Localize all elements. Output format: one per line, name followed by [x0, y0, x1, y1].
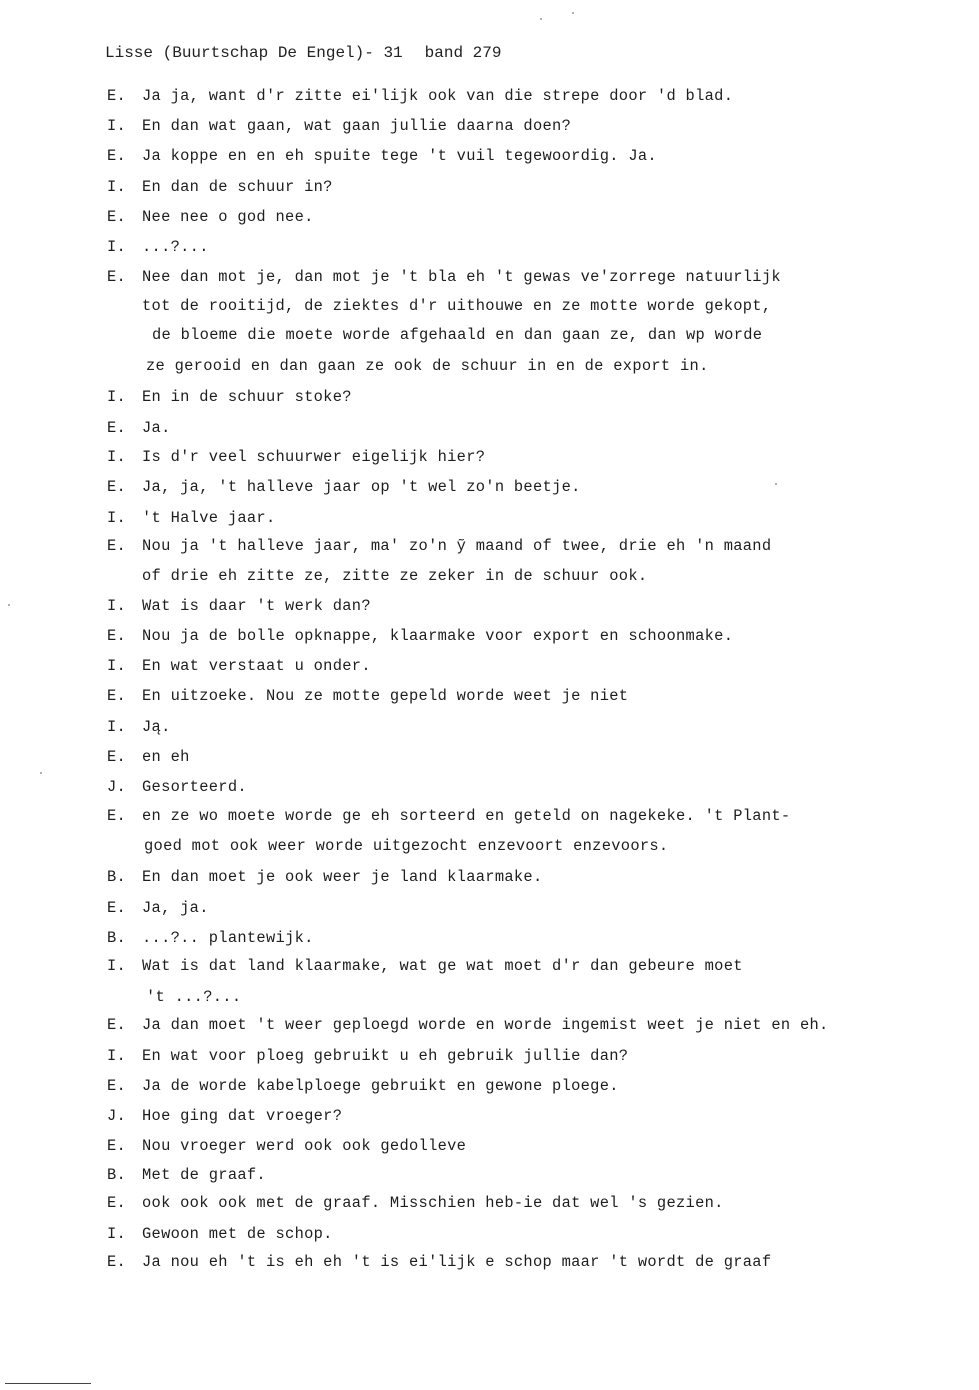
line-text: de bloeme die moete worde afgehaald en dan gaan ze, dan wp worde	[152, 326, 763, 344]
speaker-label: E.	[107, 419, 127, 437]
speaker-label: I.	[107, 597, 127, 615]
line-text: Gewoon met de schop.	[142, 1225, 333, 1243]
speaker-label: I.	[107, 957, 127, 975]
speaker-label: I.	[107, 657, 127, 675]
speaker-label: E.	[107, 87, 127, 105]
speaker-label: E.	[107, 1253, 127, 1271]
speaker-label: B.	[107, 1166, 127, 1184]
line-text: Nou ja 't halleve jaar, ma' zo'n ỹ maand of twee, drie eh 'n maand	[142, 537, 772, 555]
line-text: Met de graaf.	[142, 1166, 266, 1184]
line-text: Nee dan mot je, dan mot je 't bla eh 't gewas ve'zorrege natuurlijk	[142, 268, 781, 286]
paper-speck	[540, 18, 542, 20]
line-text: Wat is daar 't werk dan?	[142, 597, 371, 615]
line-text: Ja koppe en en eh spuite tege 't vuil tegewoordig. Ja.	[142, 147, 657, 165]
speaker-label: E.	[107, 147, 127, 165]
speaker-label: I.	[107, 238, 127, 256]
paper-speck	[8, 604, 10, 606]
line-text: En wat verstaat u onder.	[142, 657, 371, 675]
line-text: Ją.	[142, 718, 171, 736]
speaker-label: E.	[107, 687, 127, 705]
line-text: goed mot ook weer worde uitgezocht enzevoort enzevoors.	[144, 837, 669, 855]
page-number: 31	[383, 44, 403, 62]
line-text: ook ook ook met de graaf. Misschien heb-ie dat wel 's gezien.	[142, 1194, 724, 1212]
line-text: En dan de schuur in?	[142, 178, 333, 196]
line-text: En uitzoeke. Nou ze motte gepeld worde weet je niet	[142, 687, 629, 705]
line-text: ze gerooid en dan gaan ze ook de schuur in en de export in.	[146, 357, 709, 375]
line-text: Ja dan moet 't weer geploegd worde en worde ingemist weet je niet en eh.	[142, 1016, 829, 1034]
speaker-label: E.	[107, 807, 127, 825]
speaker-label: E.	[107, 537, 127, 555]
line-text: Ja de worde kabelploege gebruikt en gewone ploege.	[142, 1077, 619, 1095]
footer-rule	[5, 1383, 91, 1384]
band-label: band 279	[424, 44, 502, 62]
line-text: En dan moet je ook weer je land klaarmake.	[142, 868, 543, 886]
line-text: Gesorteerd.	[142, 778, 247, 796]
line-text: ...?.. plantewijk.	[142, 929, 314, 947]
paper-speck	[775, 483, 777, 485]
speaker-label: I.	[107, 509, 127, 527]
speaker-label: I.	[107, 117, 127, 135]
line-text: En in de schuur stoke?	[142, 388, 352, 406]
speaker-label: E.	[107, 1077, 127, 1095]
line-text: en ze wo moete worde ge eh sorteerd en geteld on nagekeke. 't Plant-	[142, 807, 791, 825]
paper-speck	[40, 772, 42, 774]
paper-speck	[572, 12, 574, 14]
line-text: tot de rooitijd, de ziektes d'r uithouwe en ze motte worde gekopt,	[142, 297, 772, 315]
line-text: Ja, ja.	[142, 899, 209, 917]
speaker-label: I.	[107, 1225, 127, 1243]
speaker-label: E.	[107, 268, 127, 286]
speaker-label: I.	[107, 1047, 127, 1065]
speaker-label: I.	[107, 178, 127, 196]
speaker-label: E.	[107, 899, 127, 917]
line-text: Ja nou eh 't is eh eh 't is ei'lijk e schop maar 't wordt de graaf	[142, 1253, 772, 1271]
speaker-label: E.	[107, 208, 127, 226]
speaker-label: J.	[107, 1107, 127, 1125]
line-text: Nee nee o god nee.	[142, 208, 314, 226]
speaker-label: E.	[107, 1194, 127, 1212]
line-text: en eh	[142, 748, 190, 766]
line-text: 't ...?...	[146, 988, 242, 1006]
speaker-label: I.	[107, 388, 127, 406]
line-text: Wat is dat land klaarmake, wat ge wat moet d'r dan gebeure moet	[142, 957, 743, 975]
line-text: Hoe ging dat vroeger?	[142, 1107, 343, 1125]
line-text: En dan wat gaan, wat gaan jullie daarna doen?	[142, 117, 572, 135]
line-text: ...?...	[142, 238, 209, 256]
header-title: Lisse (Buurtschap De Engel)-	[105, 44, 374, 62]
line-text: of drie eh zitte ze, zitte ze zeker in de schuur ook.	[142, 567, 648, 585]
speaker-label: I.	[107, 448, 127, 466]
speaker-label: E.	[107, 1016, 127, 1034]
speaker-label: E.	[107, 748, 127, 766]
line-text: 't Halve jaar.	[142, 509, 276, 527]
line-text: Nou vroeger werd ook ook gedolleve	[142, 1137, 467, 1155]
line-text: Is d'r veel schuurwer eigelijk hier?	[142, 448, 486, 466]
speaker-label: E.	[107, 1137, 127, 1155]
line-text: En wat voor ploeg gebruikt u eh gebruik jullie dan?	[142, 1047, 629, 1065]
speaker-label: B.	[107, 868, 127, 886]
line-text: Ja.	[142, 419, 171, 437]
speaker-label: E.	[107, 478, 127, 496]
line-text: Ja, ja, 't halleve jaar op 't wel zo'n beetje.	[142, 478, 581, 496]
line-text: Nou ja de bolle opknappe, klaarmake voor export en schoonmake.	[142, 627, 734, 645]
line-text: Ja ja, want d'r zitte ei'lijk ook van die strepe door 'd blad.	[142, 87, 734, 105]
speaker-label: E.	[107, 627, 127, 645]
speaker-label: J.	[107, 778, 127, 796]
speaker-label: I.	[107, 718, 127, 736]
page-header	[105, 44, 501, 62]
speaker-label: B.	[107, 929, 127, 947]
